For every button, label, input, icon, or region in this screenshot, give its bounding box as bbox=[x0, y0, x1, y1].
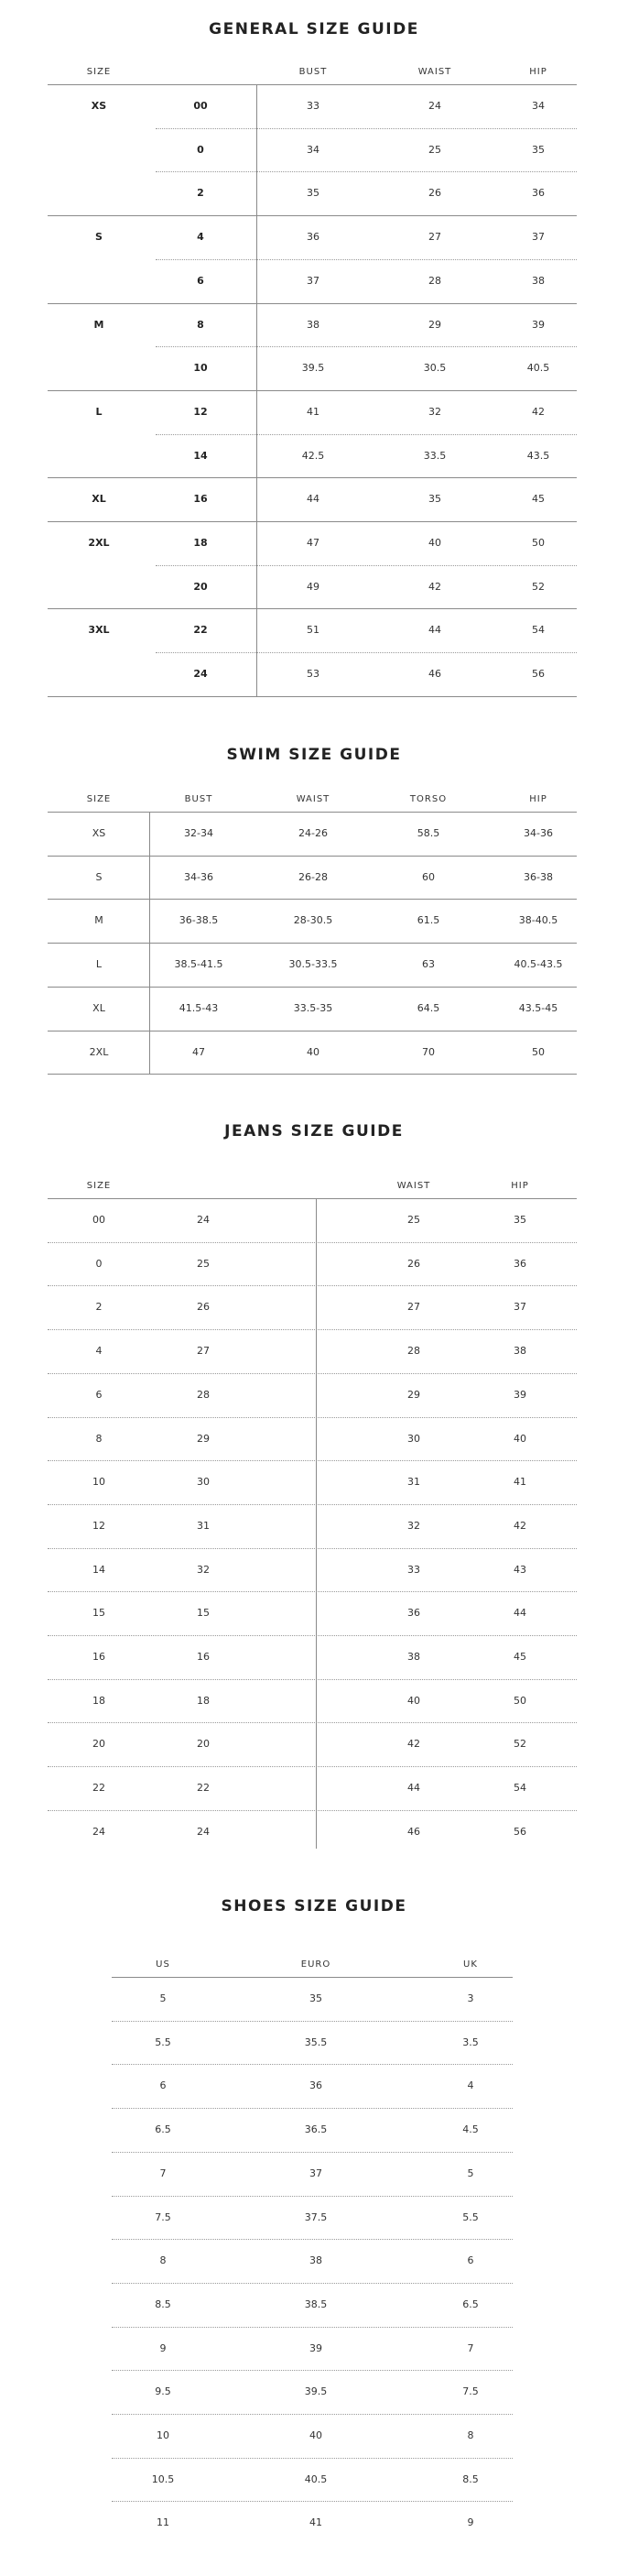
jeans-row-divider bbox=[48, 1810, 577, 1811]
shoes-euro-value: 37 bbox=[309, 2167, 322, 2179]
jeans-hip-value: 45 bbox=[514, 1651, 526, 1663]
swim-header-hip: HIP bbox=[529, 794, 547, 804]
general-number-size: 12 bbox=[193, 405, 208, 418]
swim-row-divider bbox=[48, 1074, 577, 1075]
jeans-hip-value: 36 bbox=[514, 1257, 526, 1270]
swim-size-value: L bbox=[95, 958, 103, 971]
jeans-hip-value: 50 bbox=[514, 1694, 526, 1707]
swim-size-value: 2XL bbox=[89, 1045, 109, 1058]
general-hip-value: 35 bbox=[532, 143, 545, 156]
shoes-euro-value: 41 bbox=[309, 2516, 322, 2529]
jeans-waist-value: 40 bbox=[407, 1694, 420, 1707]
general-hip-value: 50 bbox=[532, 537, 545, 549]
jeans-alt-size-value: 30 bbox=[197, 1476, 210, 1489]
shoes-us-value: 5.5 bbox=[155, 2036, 171, 2048]
shoes-row-divider bbox=[112, 2239, 513, 2240]
general-number-size: 00 bbox=[193, 100, 208, 112]
swim-waist-value: 30.5-33.5 bbox=[288, 958, 338, 971]
jeans-alt-size-value: 28 bbox=[197, 1388, 210, 1401]
swim-hip-value: 36-38 bbox=[524, 870, 553, 883]
swim-bust-value: 34-36 bbox=[184, 870, 213, 883]
jeans-row-divider bbox=[48, 1285, 577, 1286]
swim-waist-value: 26-28 bbox=[298, 870, 328, 883]
jeans-hip-value: 44 bbox=[514, 1607, 526, 1620]
jeans-size-value: 12 bbox=[92, 1519, 105, 1532]
general-waist-value: 32 bbox=[428, 405, 441, 418]
swim-hip-value: 43.5-45 bbox=[518, 1001, 558, 1014]
jeans-alt-size-value: 22 bbox=[197, 1782, 210, 1795]
jeans-hip-value: 40 bbox=[514, 1432, 526, 1445]
general-size-label: 2XL bbox=[88, 537, 110, 549]
shoes-uk-value: 3.5 bbox=[462, 2036, 479, 2048]
general-bust-value: 41 bbox=[307, 405, 319, 418]
general-number-size: 0 bbox=[197, 143, 204, 156]
shoes-row-divider bbox=[112, 2196, 513, 2197]
jeans-waist-value: 38 bbox=[407, 1651, 420, 1663]
general-bust-value: 39.5 bbox=[301, 362, 325, 375]
shoes-header-euro: EURO bbox=[300, 1959, 331, 1970]
general-row-divider bbox=[156, 346, 577, 347]
jeans-waist-value: 42 bbox=[407, 1738, 420, 1751]
jeans-size-value: 4 bbox=[95, 1345, 103, 1358]
shoes-us-value: 6 bbox=[159, 2079, 167, 2092]
swim-hip-value: 50 bbox=[532, 1045, 545, 1058]
shoes-euro-value: 36 bbox=[309, 2079, 322, 2092]
swim-waist-value: 24-26 bbox=[298, 827, 328, 839]
general-waist-value: 29 bbox=[428, 318, 441, 331]
shoes-us-value: 10 bbox=[157, 2429, 169, 2441]
jeans-row-divider bbox=[48, 1373, 577, 1374]
general-bust-value: 53 bbox=[307, 668, 319, 681]
jeans-row-divider bbox=[48, 1766, 577, 1767]
jeans-alt-size-value: 16 bbox=[197, 1651, 210, 1663]
general-header-hip: HIP bbox=[529, 67, 547, 77]
shoes-euro-value: 35.5 bbox=[304, 2036, 328, 2048]
swim-waist-value: 28-30.5 bbox=[293, 914, 333, 927]
swim-row-divider bbox=[48, 899, 577, 900]
general-hip-value: 38 bbox=[532, 274, 545, 287]
general-bust-value: 38 bbox=[307, 318, 319, 331]
shoes-us-value: 8.5 bbox=[155, 2298, 171, 2310]
general-hip-value: 45 bbox=[532, 493, 545, 506]
shoes-header-rule bbox=[112, 1977, 513, 1978]
swim-hip-value: 38-40.5 bbox=[518, 914, 558, 927]
general-row-divider bbox=[156, 652, 577, 653]
general-hip-value: 54 bbox=[532, 624, 545, 637]
jeans-row-divider bbox=[48, 1242, 577, 1243]
general-header-rule bbox=[48, 84, 577, 85]
jeans-waist-value: 36 bbox=[407, 1607, 420, 1620]
general-waist-value: 26 bbox=[428, 187, 441, 200]
swim-bust-value: 36-38.5 bbox=[179, 914, 219, 927]
general-size-label: S bbox=[95, 231, 103, 244]
shoes-size-guide-title: SHOES SIZE GUIDE bbox=[221, 1897, 407, 1916]
jeans-size-value: 14 bbox=[92, 1563, 105, 1576]
jeans-alt-size-value: 18 bbox=[197, 1694, 210, 1707]
general-size-guide-title: GENERAL SIZE GUIDE bbox=[209, 20, 419, 38]
general-size-label: 3XL bbox=[88, 624, 110, 637]
jeans-alt-size-value: 24 bbox=[197, 1214, 210, 1226]
shoes-uk-value: 3 bbox=[467, 1992, 474, 2004]
jeans-row-divider bbox=[48, 1635, 577, 1636]
shoes-uk-value: 6.5 bbox=[462, 2298, 479, 2310]
general-header-waist: WAIST bbox=[417, 67, 452, 77]
swim-row-divider bbox=[48, 856, 577, 857]
general-number-size: 4 bbox=[197, 231, 204, 244]
swim-torso-value: 64.5 bbox=[417, 1001, 440, 1014]
jeans-row-divider bbox=[48, 1460, 577, 1461]
shoes-row-divider bbox=[112, 2283, 513, 2284]
shoes-us-value: 9 bbox=[159, 2341, 167, 2354]
swim-waist-value: 40 bbox=[307, 1045, 319, 1058]
jeans-waist-value: 28 bbox=[407, 1345, 420, 1358]
general-number-size: 10 bbox=[193, 362, 208, 375]
general-group-divider bbox=[48, 521, 577, 522]
swim-column-divider bbox=[149, 812, 150, 1074]
jeans-waist-value: 32 bbox=[407, 1519, 420, 1532]
shoes-header-us: US bbox=[156, 1959, 170, 1970]
general-waist-value: 35 bbox=[428, 493, 441, 506]
jeans-waist-value: 46 bbox=[407, 1825, 420, 1838]
jeans-waist-value: 44 bbox=[407, 1782, 420, 1795]
general-waist-value: 25 bbox=[428, 143, 441, 156]
jeans-size-value: 15 bbox=[92, 1607, 105, 1620]
shoes-euro-value: 39 bbox=[309, 2341, 322, 2354]
general-number-size: 14 bbox=[193, 449, 208, 462]
shoes-uk-value: 7.5 bbox=[462, 2385, 479, 2398]
shoes-us-value: 10.5 bbox=[151, 2472, 175, 2485]
jeans-column-divider bbox=[316, 1198, 317, 1849]
general-bust-value: 34 bbox=[307, 143, 319, 156]
general-number-size: 24 bbox=[193, 668, 208, 681]
swim-row-divider bbox=[48, 987, 577, 988]
jeans-hip-value: 54 bbox=[514, 1782, 526, 1795]
shoes-row-divider bbox=[112, 2414, 513, 2415]
swim-torso-value: 63 bbox=[422, 958, 435, 971]
shoes-row-divider bbox=[112, 2021, 513, 2022]
general-hip-value: 42 bbox=[532, 405, 545, 418]
swim-size-value: M bbox=[94, 914, 103, 927]
shoes-euro-value: 40.5 bbox=[304, 2472, 328, 2485]
jeans-hip-value: 52 bbox=[514, 1738, 526, 1751]
shoes-us-value: 9.5 bbox=[155, 2385, 171, 2398]
jeans-header-rule bbox=[48, 1198, 577, 1199]
general-bust-value: 44 bbox=[307, 493, 319, 506]
general-number-size: 16 bbox=[193, 493, 208, 506]
shoes-row-divider bbox=[112, 2327, 513, 2328]
swim-row-divider bbox=[48, 943, 577, 944]
shoes-euro-value: 38 bbox=[309, 2254, 322, 2267]
jeans-hip-value: 41 bbox=[514, 1476, 526, 1489]
general-waist-value: 28 bbox=[428, 274, 441, 287]
swim-torso-value: 61.5 bbox=[417, 914, 440, 927]
shoes-us-value: 7.5 bbox=[155, 2210, 171, 2223]
shoes-uk-value: 7 bbox=[467, 2341, 474, 2354]
jeans-header-size: SIZE bbox=[86, 1181, 112, 1191]
general-size-label: L bbox=[95, 405, 103, 418]
jeans-alt-size-value: 25 bbox=[197, 1257, 210, 1270]
jeans-alt-size-value: 32 bbox=[197, 1563, 210, 1576]
general-waist-value: 46 bbox=[428, 668, 441, 681]
shoes-row-divider bbox=[112, 2458, 513, 2459]
jeans-hip-value: 43 bbox=[514, 1563, 526, 1576]
jeans-waist-value: 27 bbox=[407, 1301, 420, 1314]
jeans-row-divider bbox=[48, 1722, 577, 1723]
jeans-alt-size-value: 31 bbox=[197, 1519, 210, 1532]
shoes-uk-value: 8 bbox=[467, 2429, 474, 2441]
general-number-size: 22 bbox=[193, 624, 208, 637]
general-row-divider bbox=[156, 171, 577, 172]
shoes-header-uk: UK bbox=[463, 1959, 478, 1970]
shoes-us-value: 5 bbox=[159, 1992, 167, 2004]
swim-bust-value: 38.5-41.5 bbox=[174, 958, 223, 971]
general-bust-value: 51 bbox=[307, 624, 319, 637]
shoes-uk-value: 6 bbox=[467, 2254, 474, 2267]
jeans-waist-value: 25 bbox=[407, 1214, 420, 1226]
general-group-divider bbox=[48, 477, 577, 478]
swim-torso-value: 58.5 bbox=[417, 827, 440, 839]
swim-size-value: XS bbox=[92, 827, 106, 839]
shoes-euro-value: 40 bbox=[309, 2429, 322, 2441]
swim-bust-value: 32-34 bbox=[184, 827, 213, 839]
general-column-divider bbox=[256, 84, 257, 696]
shoes-us-value: 11 bbox=[157, 2516, 169, 2529]
general-waist-value: 42 bbox=[428, 580, 441, 593]
jeans-size-value: 2 bbox=[95, 1301, 103, 1314]
swim-size-guide-title: SWIM SIZE GUIDE bbox=[226, 746, 402, 764]
general-size-label: XL bbox=[92, 493, 106, 506]
swim-header-bust: BUST bbox=[184, 794, 213, 804]
jeans-hip-value: 39 bbox=[514, 1388, 526, 1401]
shoes-row-divider bbox=[112, 2152, 513, 2153]
jeans-hip-value: 38 bbox=[514, 1345, 526, 1358]
jeans-size-value: 16 bbox=[92, 1651, 105, 1663]
general-row-divider bbox=[156, 434, 577, 435]
jeans-row-divider bbox=[48, 1504, 577, 1505]
jeans-waist-value: 29 bbox=[407, 1388, 420, 1401]
general-bust-value: 35 bbox=[307, 187, 319, 200]
swim-header-rule bbox=[48, 812, 577, 813]
general-hip-value: 40.5 bbox=[526, 362, 550, 375]
jeans-alt-size-value: 15 bbox=[197, 1607, 210, 1620]
shoes-euro-value: 39.5 bbox=[304, 2385, 328, 2398]
jeans-hip-value: 42 bbox=[514, 1519, 526, 1532]
general-number-size: 18 bbox=[193, 537, 208, 549]
general-group-divider bbox=[48, 303, 577, 304]
swim-size-value: XL bbox=[92, 1001, 105, 1014]
general-waist-value: 44 bbox=[428, 624, 441, 637]
general-hip-value: 52 bbox=[532, 580, 545, 593]
jeans-size-value: 10 bbox=[92, 1476, 105, 1489]
general-hip-value: 37 bbox=[532, 231, 545, 244]
shoes-uk-value: 4 bbox=[467, 2079, 474, 2092]
general-waist-value: 33.5 bbox=[423, 449, 447, 462]
shoes-us-value: 7 bbox=[159, 2167, 167, 2179]
swim-header-waist: WAIST bbox=[296, 794, 330, 804]
swim-size-value: S bbox=[95, 870, 103, 883]
general-row-divider bbox=[156, 259, 577, 260]
jeans-size-guide-title: JEANS SIZE GUIDE bbox=[224, 1122, 404, 1141]
shoes-euro-value: 38.5 bbox=[304, 2298, 328, 2310]
general-waist-value: 40 bbox=[428, 537, 441, 549]
jeans-alt-size-value: 24 bbox=[197, 1825, 210, 1838]
swim-hip-value: 40.5-43.5 bbox=[514, 958, 563, 971]
swim-torso-value: 60 bbox=[422, 870, 435, 883]
general-hip-value: 56 bbox=[532, 668, 545, 681]
swim-bust-value: 41.5-43 bbox=[179, 1001, 219, 1014]
jeans-waist-value: 30 bbox=[407, 1432, 420, 1445]
shoes-uk-value: 5.5 bbox=[462, 2210, 479, 2223]
swim-hip-value: 34-36 bbox=[524, 827, 553, 839]
general-bust-value: 37 bbox=[307, 274, 319, 287]
jeans-hip-value: 56 bbox=[514, 1825, 526, 1838]
general-size-label: XS bbox=[91, 100, 107, 112]
swim-header-size: SIZE bbox=[86, 794, 112, 804]
shoes-us-value: 8 bbox=[159, 2254, 167, 2267]
jeans-size-value: 18 bbox=[92, 1694, 105, 1707]
general-hip-value: 34 bbox=[532, 100, 545, 112]
general-bust-value: 42.5 bbox=[301, 449, 325, 462]
jeans-waist-value: 33 bbox=[407, 1563, 420, 1576]
general-number-size: 2 bbox=[197, 187, 204, 200]
general-hip-value: 43.5 bbox=[526, 449, 550, 462]
jeans-alt-size-value: 27 bbox=[197, 1345, 210, 1358]
general-header-bust: BUST bbox=[298, 67, 328, 77]
general-bust-value: 36 bbox=[307, 231, 319, 244]
jeans-size-value: 22 bbox=[92, 1782, 105, 1795]
general-row-divider bbox=[156, 565, 577, 566]
general-bust-value: 49 bbox=[307, 580, 319, 593]
general-group-divider bbox=[48, 608, 577, 609]
jeans-waist-value: 31 bbox=[407, 1476, 420, 1489]
shoes-uk-value: 4.5 bbox=[462, 2123, 479, 2136]
swim-bust-value: 47 bbox=[192, 1045, 205, 1058]
jeans-size-value: 24 bbox=[92, 1825, 105, 1838]
jeans-alt-size-value: 29 bbox=[197, 1432, 210, 1445]
shoes-row-divider bbox=[112, 2370, 513, 2371]
swim-header-torso: TORSO bbox=[409, 794, 448, 804]
jeans-hip-value: 35 bbox=[514, 1214, 526, 1226]
shoes-euro-value: 36.5 bbox=[304, 2123, 328, 2136]
shoes-us-value: 6.5 bbox=[155, 2123, 171, 2136]
jeans-row-divider bbox=[48, 1548, 577, 1549]
general-waist-value: 24 bbox=[428, 100, 441, 112]
shoes-euro-value: 35 bbox=[309, 1992, 322, 2004]
general-hip-value: 39 bbox=[532, 318, 545, 331]
general-row-divider bbox=[156, 128, 577, 129]
general-bust-value: 33 bbox=[307, 100, 319, 112]
general-number-size: 8 bbox=[197, 318, 204, 331]
shoes-row-divider bbox=[112, 2064, 513, 2065]
general-size-label: M bbox=[93, 318, 104, 331]
jeans-alt-size-value: 26 bbox=[197, 1301, 210, 1314]
jeans-size-value: 0 bbox=[95, 1257, 103, 1270]
shoes-uk-value: 5 bbox=[467, 2167, 474, 2179]
general-waist-value: 27 bbox=[428, 231, 441, 244]
jeans-alt-size-value: 20 bbox=[197, 1738, 210, 1751]
general-header-size: SIZE bbox=[86, 67, 112, 77]
jeans-waist-value: 26 bbox=[407, 1257, 420, 1270]
jeans-size-value: 6 bbox=[95, 1388, 103, 1401]
jeans-size-value: 8 bbox=[95, 1432, 103, 1445]
general-hip-value: 36 bbox=[532, 187, 545, 200]
swim-torso-value: 70 bbox=[422, 1045, 435, 1058]
shoes-euro-value: 37.5 bbox=[304, 2210, 328, 2223]
general-bust-value: 47 bbox=[307, 537, 319, 549]
jeans-header-hip: HIP bbox=[511, 1181, 529, 1191]
general-group-divider bbox=[48, 696, 577, 697]
general-number-size: 20 bbox=[193, 580, 208, 593]
shoes-row-divider bbox=[112, 2501, 513, 2502]
jeans-row-divider bbox=[48, 1679, 577, 1680]
shoes-uk-value: 8.5 bbox=[462, 2472, 479, 2485]
general-number-size: 6 bbox=[197, 274, 204, 287]
jeans-header-waist: WAIST bbox=[396, 1181, 431, 1191]
general-group-divider bbox=[48, 215, 577, 216]
jeans-size-value: 20 bbox=[92, 1738, 105, 1751]
jeans-hip-value: 37 bbox=[514, 1301, 526, 1314]
jeans-row-divider bbox=[48, 1417, 577, 1418]
jeans-size-value: 00 bbox=[92, 1214, 105, 1226]
shoes-uk-value: 9 bbox=[467, 2516, 474, 2529]
swim-waist-value: 33.5-35 bbox=[293, 1001, 333, 1014]
general-waist-value: 30.5 bbox=[423, 362, 447, 375]
jeans-row-divider bbox=[48, 1591, 577, 1592]
shoes-row-divider bbox=[112, 2108, 513, 2109]
general-group-divider bbox=[48, 390, 577, 391]
jeans-row-divider bbox=[48, 1329, 577, 1330]
